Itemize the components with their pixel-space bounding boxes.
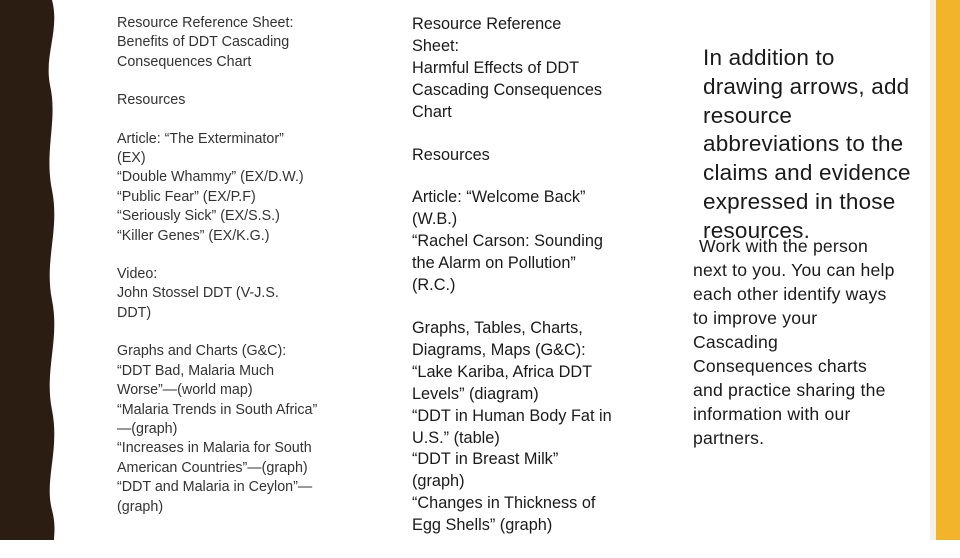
text-line: Egg Shells” (graph) bbox=[412, 516, 553, 535]
text-line: In addition to bbox=[703, 45, 835, 70]
text-line: Resource Reference Sheet: bbox=[117, 15, 294, 31]
instruction-text bbox=[703, 44, 933, 246]
text-line: next to you. You can help bbox=[693, 260, 895, 280]
text-line: Benefits of DDT Cascading bbox=[117, 34, 290, 51]
benefits-article-list bbox=[117, 130, 357, 246]
text-line: claims and evidence bbox=[703, 160, 911, 186]
harmful-graphs-list bbox=[412, 318, 652, 537]
text-line: —(graph) bbox=[117, 420, 178, 437]
text-line: Resource Reference bbox=[412, 15, 562, 33]
text-line: “Killer Genes” (EX/K.G.) bbox=[117, 227, 270, 244]
benefits-graphs-list bbox=[117, 342, 357, 517]
text-line: American Countries”—(graph) bbox=[117, 459, 308, 476]
text-line: abbreviations to the bbox=[703, 131, 904, 157]
partner-instruction-text bbox=[693, 234, 933, 450]
text-line: “DDT in Human Body Fat in bbox=[412, 406, 612, 425]
text-line: “DDT and Malaria in Ceylon”— bbox=[117, 479, 313, 496]
text-line: (W.B.) bbox=[412, 210, 458, 229]
text-line: Diagrams, Maps (G&C): bbox=[412, 340, 586, 359]
text-line: Harmful Effects of DDT bbox=[412, 58, 580, 77]
text-line: Levels” (diagram) bbox=[412, 384, 539, 403]
harmful-column bbox=[412, 14, 652, 558]
text-line: (EX) bbox=[117, 150, 146, 167]
text-line: expressed in those bbox=[703, 188, 896, 214]
text-line: Resources bbox=[412, 145, 490, 164]
right-accent-bar bbox=[936, 0, 960, 540]
text-line: DDT) bbox=[117, 304, 152, 321]
text-line: John Stossel DDT (V-J.S. bbox=[117, 285, 279, 302]
wavy-edge-decoration bbox=[0, 0, 62, 540]
text-line: “Double Whammy” (EX/D.W.) bbox=[117, 169, 304, 186]
text-line: (graph) bbox=[117, 498, 164, 515]
text-line: resources. bbox=[703, 217, 811, 243]
text-line: Chart bbox=[412, 102, 452, 121]
text-line: “Rachel Carson: Sounding bbox=[412, 232, 603, 251]
benefits-title bbox=[117, 14, 357, 72]
text-line: U.S.” (table) bbox=[412, 428, 500, 447]
text-line: Worse”—(world map) bbox=[117, 382, 253, 399]
text-line: “Lake Kariba, Africa DDT bbox=[412, 362, 593, 381]
text-line: and practice sharing the bbox=[693, 380, 886, 400]
text-line: Article: “The Exterminator” bbox=[117, 130, 284, 147]
text-line: Consequences charts bbox=[693, 356, 867, 376]
text-line: “Increases in Malaria for South bbox=[117, 440, 312, 457]
benefits-video bbox=[117, 265, 357, 323]
text-line: to improve your bbox=[693, 308, 818, 328]
text-line: the Alarm on Pollution” bbox=[412, 254, 576, 273]
text-line: “DDT Bad, Malaria Much bbox=[117, 362, 275, 379]
text-line: Sheet: bbox=[412, 36, 460, 55]
benefits-resources-heading bbox=[117, 91, 357, 110]
text-line: drawing arrows, add bbox=[703, 73, 910, 99]
text-line: “Public Fear” (EX/P.F) bbox=[117, 188, 256, 205]
text-line: Consequences Chart bbox=[117, 53, 252, 70]
harmful-article-list bbox=[412, 187, 652, 297]
text-line: each other identify ways bbox=[693, 284, 887, 304]
text-line: Work with the person bbox=[699, 236, 868, 256]
text-line: “Changes in Thickness of bbox=[412, 494, 596, 513]
text-line: Article: “Welcome Back” bbox=[412, 188, 586, 207]
benefits-column bbox=[117, 14, 357, 536]
text-line: Resources bbox=[117, 92, 186, 109]
text-line: (graph) bbox=[412, 472, 465, 491]
text-line: Graphs, Tables, Charts, bbox=[412, 318, 583, 337]
harmful-title bbox=[412, 14, 652, 124]
text-line: partners. bbox=[693, 428, 765, 448]
text-line: resource bbox=[703, 102, 793, 128]
text-line: Cascading Consequences bbox=[412, 80, 603, 99]
harmful-resources-heading bbox=[412, 145, 652, 167]
text-line: Video: bbox=[117, 266, 158, 283]
text-line: Cascading bbox=[693, 332, 778, 352]
text-line: information with our bbox=[693, 404, 851, 424]
text-line: “Malaria Trends in South Africa” bbox=[117, 401, 318, 418]
text-line: Graphs and Charts (G&C): bbox=[117, 343, 287, 360]
text-line: “Seriously Sick” (EX/S.S.) bbox=[117, 208, 280, 225]
text-line: “DDT in Breast Milk” bbox=[412, 450, 559, 469]
text-line: (R.C.) bbox=[412, 276, 456, 295]
left-decorative-bar bbox=[0, 0, 62, 540]
